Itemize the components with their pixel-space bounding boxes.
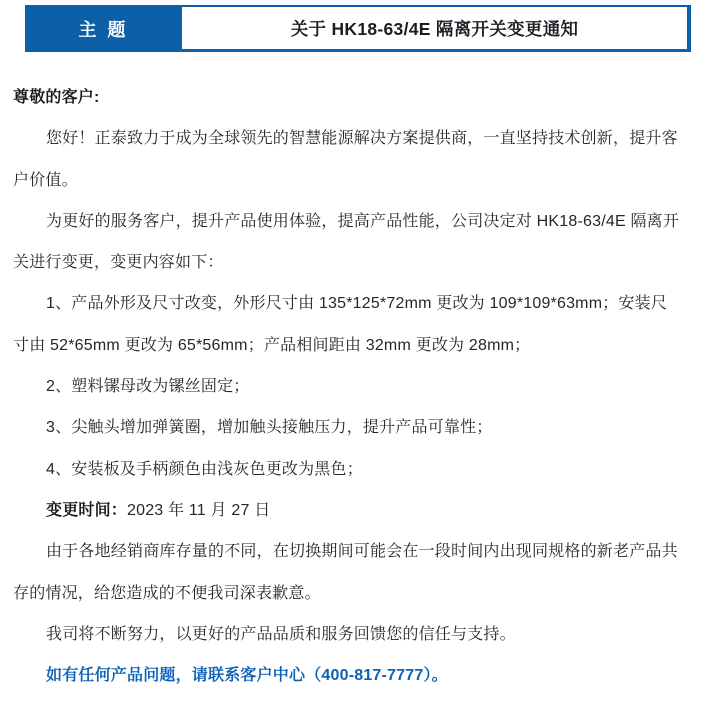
salutation: 尊敬的客户: [13, 89, 100, 106]
change-item-2: 2、塑料镙母改为镙丝固定； [46, 378, 250, 396]
change-time-value: 2023 年 11 月 27 日 [127, 501, 271, 519]
change-intro-line: 关进行变更，变更内容如下： [13, 254, 224, 272]
apology-paragraph-line: 存的情况，给您造成的不便我司深表歉意。 [13, 584, 321, 602]
change-time-line [13, 490, 695, 531]
document-title: 关于 HK18-63/4E 隔离开关变更通知 [182, 5, 691, 52]
contact-line: 如有任何产品问题，请联系客户中心（400-817-7777）。 [46, 667, 448, 685]
change-item-1: 1、产品外形及尺寸改变，外形尺寸由 135*125*72mm 更改为 109*109*63mm；安装尺 [46, 295, 668, 313]
subject-label-cell: 主 题 [25, 5, 182, 52]
change-time-label: 变更时间： [46, 501, 128, 519]
change-item-1: 寸由 52*65mm 更改为 65*56mm；产品相间距由 32mm 更改为 28mm； [13, 336, 531, 354]
closing-line: 我司将不断努力，以更好的产品品质和服务回馈您的信任与支持。 [46, 625, 516, 643]
change-item-4: 4、安装板及手柄颜色由浅灰色更改为黑色； [46, 460, 363, 478]
notice-document [0, 5, 707, 704]
document-header [25, 5, 707, 52]
change-intro-line: 为更好的服务客户，提升产品使用体验，提高产品性能，公司决定对 HK18-63/4E 隔离开 [46, 212, 680, 230]
intro-paragraph-line: 您好！正泰致力于成为全球领先的智慧能源解决方案提供商，一直坚持技术创新，提升客 [46, 130, 678, 148]
apology-paragraph-line: 由于各地经销商库存量的不同，在切换期间可能会在一段时间内出现同规格的新老产品共 [46, 543, 678, 561]
change-item-3: 3、尖触头增加弹簧圈，增加触头接触压力，提升产品可靠性； [46, 419, 493, 437]
intro-paragraph-line: 户价值。 [13, 171, 78, 189]
document-body [13, 77, 695, 696]
